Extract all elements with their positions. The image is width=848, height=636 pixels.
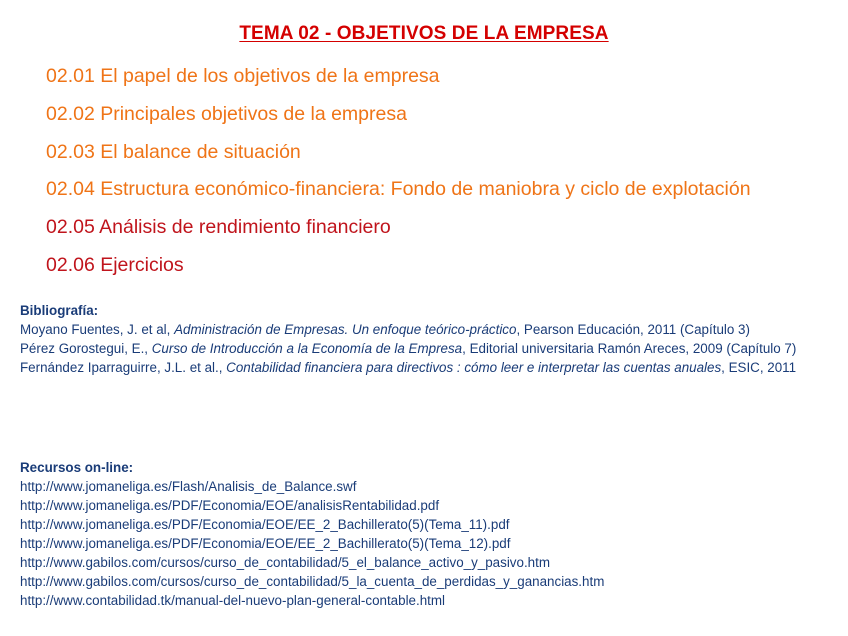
resource-link[interactable]: http://www.gabilos.com/cursos/curso_de_contabilidad/5_el_balance_activo_y_pasivo.htm (20, 555, 550, 570)
toc-item-02-01[interactable]: 02.01 El papel de los objetivos de la empresa (46, 65, 440, 87)
table-of-contents (46, 58, 751, 285)
resource-link[interactable]: http://www.jomaneliga.es/PDF/Economia/EOE/EE_2_Bachillerato(5)(Tema_11).pdf (20, 517, 510, 532)
bibliography-author: Pérez Gorostegui, E., (20, 341, 152, 356)
bibliography-section (20, 301, 835, 377)
bibliography-entry (20, 320, 835, 339)
resource-link[interactable]: http://www.jomaneliga.es/Flash/Analisis_de_Balance.swf (20, 479, 357, 494)
toc-item-02-06[interactable]: 02.06 Ejercicios (46, 253, 184, 276)
bibliography-work-title: Administración de Empresas. Un enfoque teórico-práctico (174, 322, 517, 337)
resource-link[interactable]: http://www.gabilos.com/cursos/curso_de_contabilidad/5_la_cuenta_de_perdidas_y_ganancias.htm (20, 574, 605, 589)
toc-item-02-02[interactable]: 02.02 Principales objetivos de la empresa (46, 102, 407, 125)
toc-item-02-04[interactable]: 02.04 Estructura económico-financiera: Fondo de maniobra y ciclo de explotación (46, 178, 751, 201)
bibliography-entry (20, 358, 835, 377)
online-resources-section (20, 458, 835, 610)
toc-item-02-03[interactable]: 02.03 El balance de situación (46, 140, 301, 163)
resource-link[interactable]: http://www.contabilidad.tk/manual-del-nuevo-plan-general-contable.html (20, 593, 446, 608)
page-title-text: TEMA 02 - OBJETIVOS DE LA EMPRESA (239, 23, 609, 44)
online-resources-heading: Recursos on-line: (20, 460, 134, 475)
page-title (0, 23, 848, 45)
bibliography-work-title: Curso de Introducción a la Economía de la Empresa (151, 341, 463, 356)
resource-link[interactable]: http://www.jomaneliga.es/PDF/Economia/EOE/analisisRentabilidad.pdf (20, 498, 440, 513)
bibliography-entry (20, 339, 835, 358)
bibliography-heading: Bibliografía: (20, 303, 99, 318)
bibliography-publisher: , Editorial universitaria Ramón Areces, 2009 (Capítulo 7) (462, 341, 797, 356)
bibliography-publisher: , Pearson Educación, 2011 (Capítulo 3) (516, 322, 750, 337)
bibliography-publisher: , ESIC, 2011 (721, 360, 797, 375)
toc-item-02-05[interactable]: 02.05 Análisis de rendimiento financiero (46, 216, 391, 239)
bibliography-author: Fernández Iparraguirre, J.L. et al., (20, 360, 227, 375)
resource-link[interactable]: http://www.jomaneliga.es/PDF/Economia/EOE/EE_2_Bachillerato(5)(Tema_12).pdf (20, 536, 511, 551)
bibliography-author: Moyano Fuentes, J. et al, (20, 322, 175, 337)
bibliography-work-title: Contabilidad financiera para directivos : cómo leer e interpretar las cuentas anuales (226, 360, 722, 375)
